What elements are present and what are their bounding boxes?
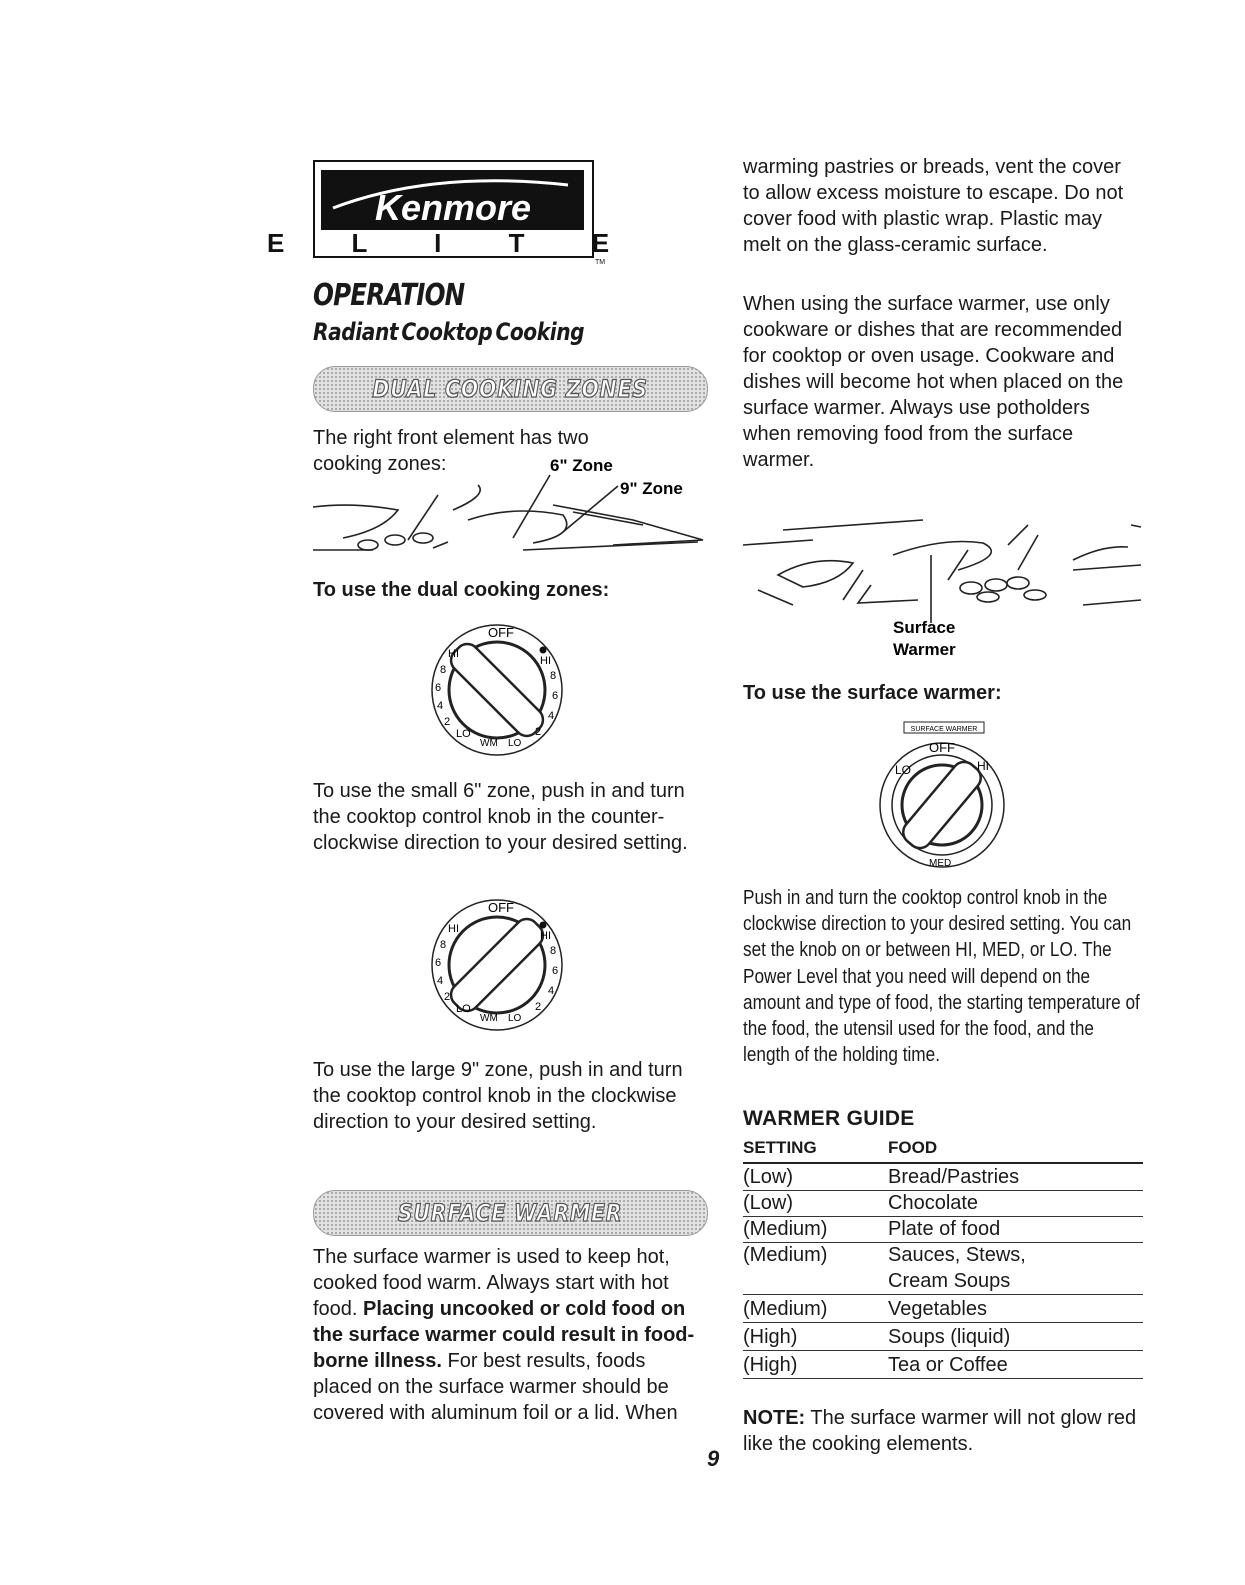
dual-zone-cooktop-illustration <box>313 450 713 560</box>
logo-brand: Kenmore <box>374 187 532 228</box>
knob-wm: WM <box>480 738 498 749</box>
warmer-guide-header <box>743 1136 1143 1164</box>
dual-banner-label: DUAL COOKING ZONES <box>372 375 649 403</box>
table-row <box>743 1352 1143 1379</box>
dual-cooking-zones-banner <box>313 366 708 412</box>
surface-warning: Placing uncooked or cold food on the surface warmer could result in food-borne illness. <box>313 1298 695 1372</box>
knob2-4-right: 4 <box>548 985 555 997</box>
food-cell-line2: Cream Soups <box>888 1270 1011 1292</box>
setting-cell: (Medium) <box>743 1218 828 1240</box>
surface-knob-med: MED <box>929 858 952 869</box>
setting-cell: (High) <box>743 1326 798 1348</box>
note-text: The surface warmer will not glow red like the cooking elements. <box>743 1407 1137 1455</box>
col-setting: SETTING <box>743 1138 817 1157</box>
knob-lo-right: LO <box>508 738 522 749</box>
knob2-off: OFF <box>488 900 514 915</box>
surface-knob-lo: LO <box>895 763 912 777</box>
food-cell: Bread/Pastries <box>888 1166 1020 1188</box>
surface-howto-heading: To use the surface warmer: <box>743 682 1002 704</box>
knob2-2-left: 2 <box>444 991 451 1003</box>
surface-knob-hi: HI <box>977 759 989 773</box>
dual-howto-heading: To use the dual cooking zones: <box>313 579 610 601</box>
knob-6-left: 6 <box>435 682 442 694</box>
table-row <box>743 1296 1143 1323</box>
knob2-wm: WM <box>480 1013 498 1024</box>
setting-cell: (High) <box>743 1354 798 1376</box>
table-row <box>743 1324 1143 1351</box>
table-row <box>743 1164 1143 1191</box>
food-cell: Plate of food <box>888 1218 1001 1240</box>
knob-8-left: 8 <box>440 664 447 676</box>
logo-tm: TM <box>595 259 606 266</box>
knob-hi-right: HI <box>540 655 551 667</box>
knob2-6-left: 6 <box>435 957 442 969</box>
surface-knob-off: OFF <box>929 740 955 755</box>
surface-label-line2: Warmer <box>893 640 956 659</box>
knob2-hi-left: HI <box>448 923 459 935</box>
knob2-6-right: 6 <box>552 965 559 977</box>
dual-intro-text: The right front element has two cooking zones: <box>313 427 589 475</box>
zone6-label: 6" Zone <box>550 456 613 475</box>
section-title: OPERATION <box>313 278 465 313</box>
knob2-8-right: 8 <box>550 945 557 957</box>
knob-hi-left: HI <box>448 648 459 660</box>
zone9-label: 9" Zone <box>620 479 683 498</box>
knob2-2-right: 2 <box>535 1001 542 1013</box>
table-row <box>743 1190 1143 1217</box>
surface-intro-paragraph <box>313 1244 708 1426</box>
setting-cell: (Low) <box>743 1192 794 1214</box>
surface-warmer-knob <box>867 720 1017 870</box>
dual-small-zone-text: To use the small 6" zone, push in and turn the cooktop control knob in the counter-clockwise direction to your desired setting. <box>313 780 688 854</box>
section-subtitle: Radiant Cooktop Cooking <box>313 318 585 346</box>
knob-off: OFF <box>488 625 514 640</box>
table-row <box>743 1216 1143 1243</box>
surface-intro-continued: warming pastries or breads, vent the cover to allow excess moisture to escape. Do not cover food with plastic wrap. Plastic may melt on the glass-ceramic surface. <box>743 156 1124 256</box>
dual-large-zone-text: To use the large 9" zone, push in and turn the cooktop control knob in the clockwise direction to your desired setting. <box>313 1059 683 1133</box>
dual-zone-knob-large <box>422 890 572 1040</box>
food-cell: Vegetables <box>888 1298 987 1320</box>
setting-cell: (Medium) <box>743 1298 828 1320</box>
note-label: NOTE: <box>743 1407 806 1429</box>
col-food: FOOD <box>888 1138 938 1157</box>
knob-6-right: 6 <box>552 690 559 702</box>
logo-elite: E L I T E <box>266 228 640 258</box>
surface-label-line1: Surface <box>893 618 956 637</box>
knob2-lo-left: LO <box>456 1003 471 1015</box>
knob2-hi-right: HI <box>540 930 551 942</box>
warmer-guide-title: WARMER GUIDE <box>743 1107 915 1130</box>
surface-warmer-cooktop-illustration <box>743 515 1143 665</box>
knob2-4-left: 4 <box>437 975 444 987</box>
setting-cell: (Low) <box>743 1166 794 1188</box>
surface-knob-tag: SURFACE WARMER <box>910 726 978 733</box>
surface-cookware-paragraph: When using the surface warmer, use only cookware or dishes that are recommended for cooktop or oven usage. Cookware and dishes will become hot when placed on the surface warmer. Always use potholders when removing food from the surface warmer. <box>743 293 1124 471</box>
surface-intro-b: For best results, foods placed on the surface warmer should be covered with aluminum foil or a lid. When <box>313 1350 678 1424</box>
knob2-lo-right: LO <box>508 1013 522 1024</box>
note-paragraph <box>743 1405 1143 1457</box>
surface-banner-label: SURFACE WARMER <box>398 1199 623 1227</box>
food-cell: Chocolate <box>888 1192 979 1214</box>
surface-instructions: Push in and turn the cooktop control knob in the clockwise direction to your desired setting. You can set the knob on or between HI, MED, or LO. The Power Level that you need will depend on the amount and type of food, the starting temperature of the food, the utensil used for the food, and the length of the holding time. <box>743 887 1140 1067</box>
knob-2-right: 2 <box>535 726 542 738</box>
food-cell: Soups (liquid) <box>888 1326 1011 1348</box>
knob-4-left: 4 <box>437 700 444 712</box>
food-cell: Tea or Coffee <box>888 1354 1008 1376</box>
dual-zone-knob-small <box>422 615 572 765</box>
surface-warmer-banner <box>313 1190 708 1236</box>
food-cell: Sauces, Stews, <box>888 1244 1026 1266</box>
knob-8-right: 8 <box>550 670 557 682</box>
table-row <box>743 1242 1143 1295</box>
knob-4-right: 4 <box>548 710 555 722</box>
knob-lo-left: LO <box>456 728 471 740</box>
page-number: 9 <box>707 1446 720 1471</box>
knob2-8-left: 8 <box>440 939 447 951</box>
kenmore-elite-logo <box>266 160 640 266</box>
knob-2-left: 2 <box>444 716 451 728</box>
setting-cell: (Medium) <box>743 1244 828 1266</box>
surface-intro-a: The surface warmer is used to keep hot, cooked food warm. Always start with hot food. <box>313 1246 670 1320</box>
